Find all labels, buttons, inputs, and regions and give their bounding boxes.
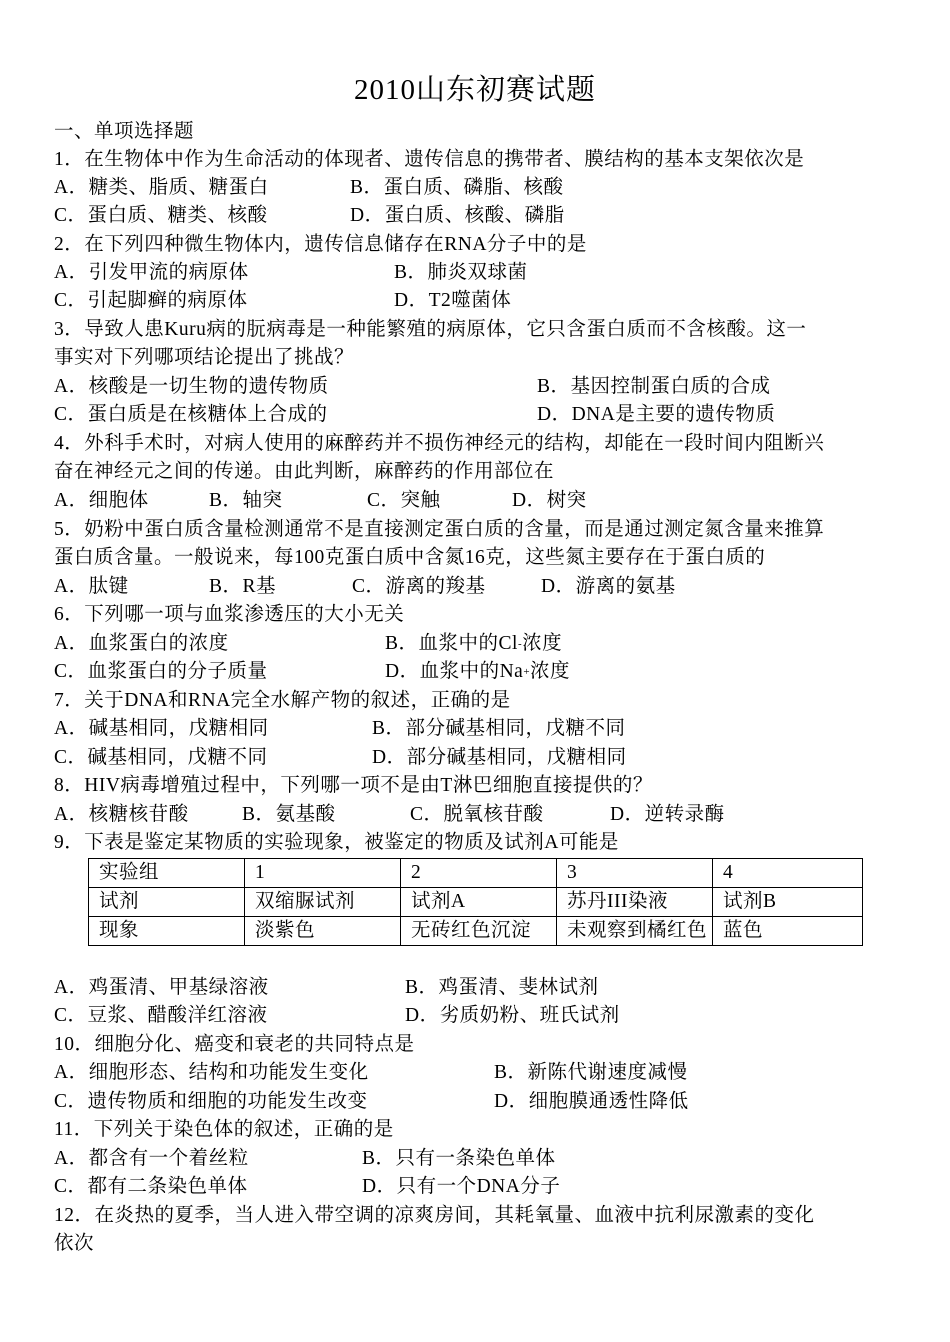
q11-option-b: B．只有一条染色单体 — [362, 1148, 556, 1169]
q5-option-a: A．肽键 — [54, 576, 129, 597]
q2-option-a: A．引发甲流的病原体 — [54, 262, 249, 283]
q9-option-d: D．劣质奶粉、班氏试剂 — [405, 1005, 620, 1026]
table-cell: 双缩脲试剂 — [245, 888, 401, 917]
q11-option-a: A．都含有一个着丝粒 — [54, 1148, 249, 1169]
q10-option-c: C．遗传物质和细胞的功能发生改变 — [54, 1091, 368, 1112]
q5-option-d: D．游离的氨基 — [541, 576, 676, 597]
q5-stem-line1: 5．奶粉中蛋白质含量检测通常不是直接测定蛋白质的含量，而是通过测定氮含量来推算 — [54, 519, 825, 540]
q6-option-d-suffix: 浓度 — [530, 661, 571, 682]
q8-option-b: B．氨基酸 — [242, 804, 336, 825]
table-cell: 2 — [401, 859, 557, 888]
table-cell: 1 — [245, 859, 401, 888]
q9-option-b: B．鸡蛋清、斐林试剂 — [405, 977, 599, 998]
q1-option-d: D．蛋白质、核酸、磷脂 — [350, 205, 565, 226]
q5-stem-line2: 蛋白质含量。一般说来，每100克蛋白质中含氮16克，这些氮主要存在于蛋白质的 — [54, 547, 766, 568]
q7-stem: 7．关于DNA和RNA完全水解产物的叙述，正确的是 — [54, 690, 511, 711]
table-cell: 3 — [557, 859, 713, 888]
page-title: 2010山东初赛试题 — [353, 74, 596, 106]
q12-stem-line1: 12．在炎热的夏季，当人进入带空调的凉爽房间，其耗氧量、血液中抗利尿激素的变化 — [54, 1205, 815, 1226]
q11-option-c: C．都有二条染色单体 — [54, 1176, 248, 1197]
q2-option-d: D．T2噬菌体 — [394, 290, 512, 311]
q9-stem: 9．下表是鉴定某物质的实验现象，被鉴定的物质及试剂A可能是 — [54, 832, 619, 853]
table-cell: 苏丹III染液 — [557, 888, 713, 917]
table-cell: 淡紫色 — [245, 917, 401, 946]
table-cell: 4 — [713, 859, 863, 888]
q5-option-b: B．R基 — [209, 576, 277, 597]
q6-option-c: C．血浆蛋白的分子质量 — [54, 661, 268, 682]
table-row — [89, 917, 863, 946]
q4-option-a: A．细胞体 — [54, 490, 149, 511]
q6-option-b-text: B．血浆中的Cl — [385, 633, 518, 654]
q12-stem-line2: 依次 — [54, 1233, 95, 1254]
q1-option-b: B．蛋白质、磷脂、核酸 — [350, 177, 564, 198]
q2-option-b: B．肺炎双球菌 — [394, 262, 528, 283]
table-row — [89, 859, 863, 888]
q4-option-c: C．突触 — [367, 490, 441, 511]
sodium-superscript: + — [523, 666, 531, 678]
q4-stem-line2: 奋在神经元之间的传递。由此判断，麻醉药的作用部位在 — [54, 461, 555, 482]
q5-option-c: C．游离的羧基 — [352, 576, 486, 597]
chloride-superscript: - — [517, 638, 523, 650]
q4-stem-line1: 4．外科手术时，对病人使用的麻醉药并不损伤神经元的结构，却能在一段时间内阻断兴 — [54, 433, 825, 454]
table-cell: 现象 — [89, 917, 245, 946]
q3-stem-line1: 3．导致人患Kuru病的朊病毒是一种能繁殖的病原体，它只含蛋白质而不含核酸。这一 — [54, 319, 807, 340]
q6-option-a: A．血浆蛋白的浓度 — [54, 633, 229, 654]
experiment-table — [88, 858, 863, 946]
table-cell: 无砖红色沉淀 — [401, 917, 557, 946]
q11-stem: 11．下列关于染色体的叙述，正确的是 — [54, 1119, 394, 1140]
q4-option-b: B．轴突 — [209, 490, 283, 511]
q10-option-b: B．新陈代谢速度减慢 — [494, 1062, 688, 1083]
q1-stem: 1．在生物体中作为生命活动的体现者、遗传信息的携带者、膜结构的基本支架依次是 — [54, 149, 805, 170]
q11-option-d: D．只有一个DNA分子 — [362, 1176, 561, 1197]
q10-option-d: D．细胞膜通透性降低 — [494, 1091, 689, 1112]
q8-option-d: D．逆转录酶 — [610, 804, 725, 825]
table-cell: 试剂B — [713, 888, 863, 917]
q6-stem: 6．下列哪一项与血浆渗透压的大小无关 — [54, 604, 405, 625]
q7-option-c: C．碱基相同，戊糖不同 — [54, 747, 268, 768]
table-cell: 实验组 — [89, 859, 245, 888]
q2-stem: 2．在下列四种微生物体内，遗传信息储存在RNA分子中的是 — [54, 234, 587, 255]
q4-option-d: D．树突 — [512, 490, 587, 511]
q6-option-d — [385, 658, 570, 686]
table-cell: 未观察到橘红色 — [557, 917, 713, 946]
q6-option-b — [385, 630, 562, 658]
q10-option-a: A．细胞形态、结构和功能发生变化 — [54, 1062, 369, 1083]
table-cell: 蓝色 — [713, 917, 863, 946]
q10-stem: 10．细胞分化、癌变和衰老的共同特点是 — [54, 1034, 415, 1055]
table-row — [89, 888, 863, 917]
q1-option-a: A．糖类、脂质、糖蛋白 — [54, 177, 269, 198]
table-cell: 试剂 — [89, 888, 245, 917]
q3-option-d: D．DNA是主要的遗传物质 — [537, 404, 776, 425]
q6-option-d-text: D．血浆中的Na — [385, 661, 524, 682]
q9-option-a: A．鸡蛋清、甲基绿溶液 — [54, 977, 269, 998]
q8-stem: 8．HIV病毒增殖过程中，下列哪一项不是由T淋巴细胞直接提供的？ — [54, 775, 653, 796]
q1-option-c: C．蛋白质、糖类、核酸 — [54, 205, 268, 226]
q7-option-d: D．部分碱基相同，戊糖相同 — [372, 747, 627, 768]
q3-option-b: B．基因控制蛋白质的合成 — [537, 376, 771, 397]
q8-option-c: C．脱氧核苷酸 — [410, 804, 544, 825]
q7-option-b: B．部分碱基相同，戊糖不同 — [372, 718, 626, 739]
table-cell: 试剂A — [401, 888, 557, 917]
q3-option-c: C．蛋白质是在核糖体上合成的 — [54, 404, 328, 425]
q9-option-c: C．豆浆、醋酸洋红溶液 — [54, 1005, 268, 1026]
q8-option-a: A．核糖核苷酸 — [54, 804, 189, 825]
q6-option-b-suffix: 浓度 — [522, 633, 563, 654]
q3-stem-line2: 事实对下列哪项结论提出了挑战？ — [54, 347, 355, 368]
q7-option-a: A．碱基相同，戊糖相同 — [54, 718, 269, 739]
q3-option-a: A．核酸是一切生物的遗传物质 — [54, 376, 329, 397]
q2-option-c: C．引起脚癣的病原体 — [54, 290, 248, 311]
section-heading: 一、单项选择题 — [54, 121, 195, 142]
